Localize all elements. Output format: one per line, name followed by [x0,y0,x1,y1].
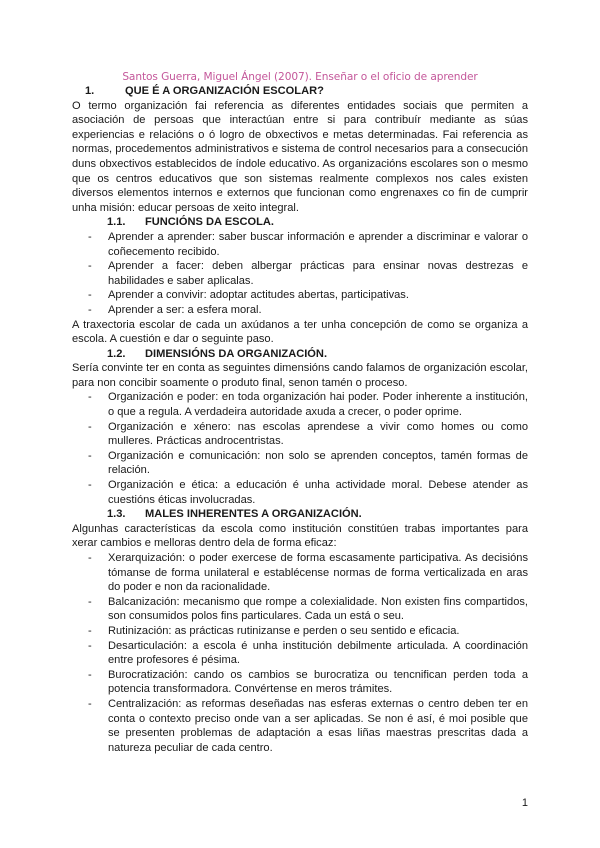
section-1-3-heading [72,507,528,522]
list-item: - Organización e poder: en toda organización hai poder. Poder inherente a institución, o que a regula. A verdadeira autoridade axuda a crecer, o poder oprime. [72,390,528,419]
citation-header: Santos Guerra, Miguel Ángel (2007). Enseñar o el oficio de aprender [122,71,478,83]
list-item: - Centralización: as reformas deseñadas nas esferas externas o centro deben ter en conta o contexto preciso onde van a ser aplicadas. Se non é así, é moi posible que se presenten problemas de adaptación a esas liñas maestras prescritas dada a natureza peculiar de cada centro. [72,697,528,755]
list-item: - Balcanización: mecanismo que rompe a colexialidade. Non existen fins compartidos, son consumidos polos fins particulares. Cada un está o seu. [72,595,528,624]
list-item: - Desarticulación: a escola é unha institución debilmente articulada. A coordinación entre profesores é pésima. [72,639,528,668]
section-1-3-number: 1.3. [107,508,126,521]
section-1-heading [72,84,528,99]
list-item: - Xerarquización: o poder exercese de forma escasamente participativa. As decisións tómanse de forma unilateral e establécense normas de forma verticalizada en aras do poder e non da racionalidade. [72,551,528,595]
document-body [72,84,528,755]
section-1-1-title: FUNCIÓNS DA ESCOLA. [145,216,275,229]
section-1-number: 1. [85,85,95,97]
functions-list [72,230,528,318]
list-item: - Burocratización: cando os cambios se burocratiza ou tencnifican perden toda a potencia transformadora. Convértense en meros trámites. [72,668,528,697]
section-1-3-title: MALES INHERENTES A ORGANIZACIÓN. [145,508,362,521]
page-number: 1 [521,797,528,809]
section-1-2-number: 1.2. [107,347,126,360]
section-1-1-paragraph: A traxectoria escolar de cada un axúdanos a ter unha concepción de como se organiza a escola. A cuestión e dar o seguinte paso. [72,318,528,346]
section-1-title: QUE É A ORGANIZACIÓN ESCOLAR? [125,85,324,97]
list-item: - Aprender a facer: deben albergar prácticas para ensinar novas destrezas e habilidades e saber aplicalas. [72,259,528,288]
list-item: - Rutinización: as prácticas rutinizanse e perden o seu sentido e eficacia. [72,624,528,639]
section-1-paragraph: O termo organización fai referencia as diferentes entidades sociais que permiten a asociación de persoas que interactúan entre si para contribuír mediante as súas experiencias e relacións o ó logro de obxectivos e metas determinadas. Fai referencia as normas, procedementos administrativos e sistema de control necesarios para a consecución duns obxectivos establecidos de índole educativo. As organizacións escolares son o mesmo que os centros educativos que son sistemas realmente complexos nos cales existen diversos elementos internos e externos que funcionan como engrenaxes co fin de cumprir unha misión: educar persoas de xeito integral. [72,99,528,214]
dimensions-list [72,390,528,507]
section-1-3-intro: Algunhas características da escola como institución constitúen trabas importantes para xerar cambios e melloras dentro dela de forma eficaz: [72,522,528,550]
section-1-1-heading [72,215,528,230]
list-item: - Organización e comunicación: non solo se aprenden conceptos, tamén formas de relación. [72,449,528,478]
list-item: - Organización e xénero: nas escolas aprendese a vivir como homes ou como mulleres. Prácticas androcentristas. [72,420,528,449]
section-1-2-heading [72,347,528,362]
list-item: - Organización e ética: a educación é unha actividade moral. Debese atender as cuestións éticas involucradas. [72,478,528,507]
evils-list [72,551,528,755]
list-item: - Aprender a aprender: saber buscar información e aprender a discriminar e valorar o coñecemento recibido. [72,230,528,259]
section-1-2-title: DIMENSIÓNS DA ORGANIZACIÓN. [145,347,328,360]
list-item: - Aprender a convivir: adoptar actitudes abertas, participativas. [72,288,528,303]
section-1-1-number: 1.1. [107,216,126,229]
list-item: - Aprender a ser: a esfera moral. [72,303,528,318]
section-1-2-intro: Sería convinte ter en conta as seguintes dimensións cando falamos de organización escolar, para non concibir soamente o produto final, senon tamén o proceso. [72,362,528,389]
